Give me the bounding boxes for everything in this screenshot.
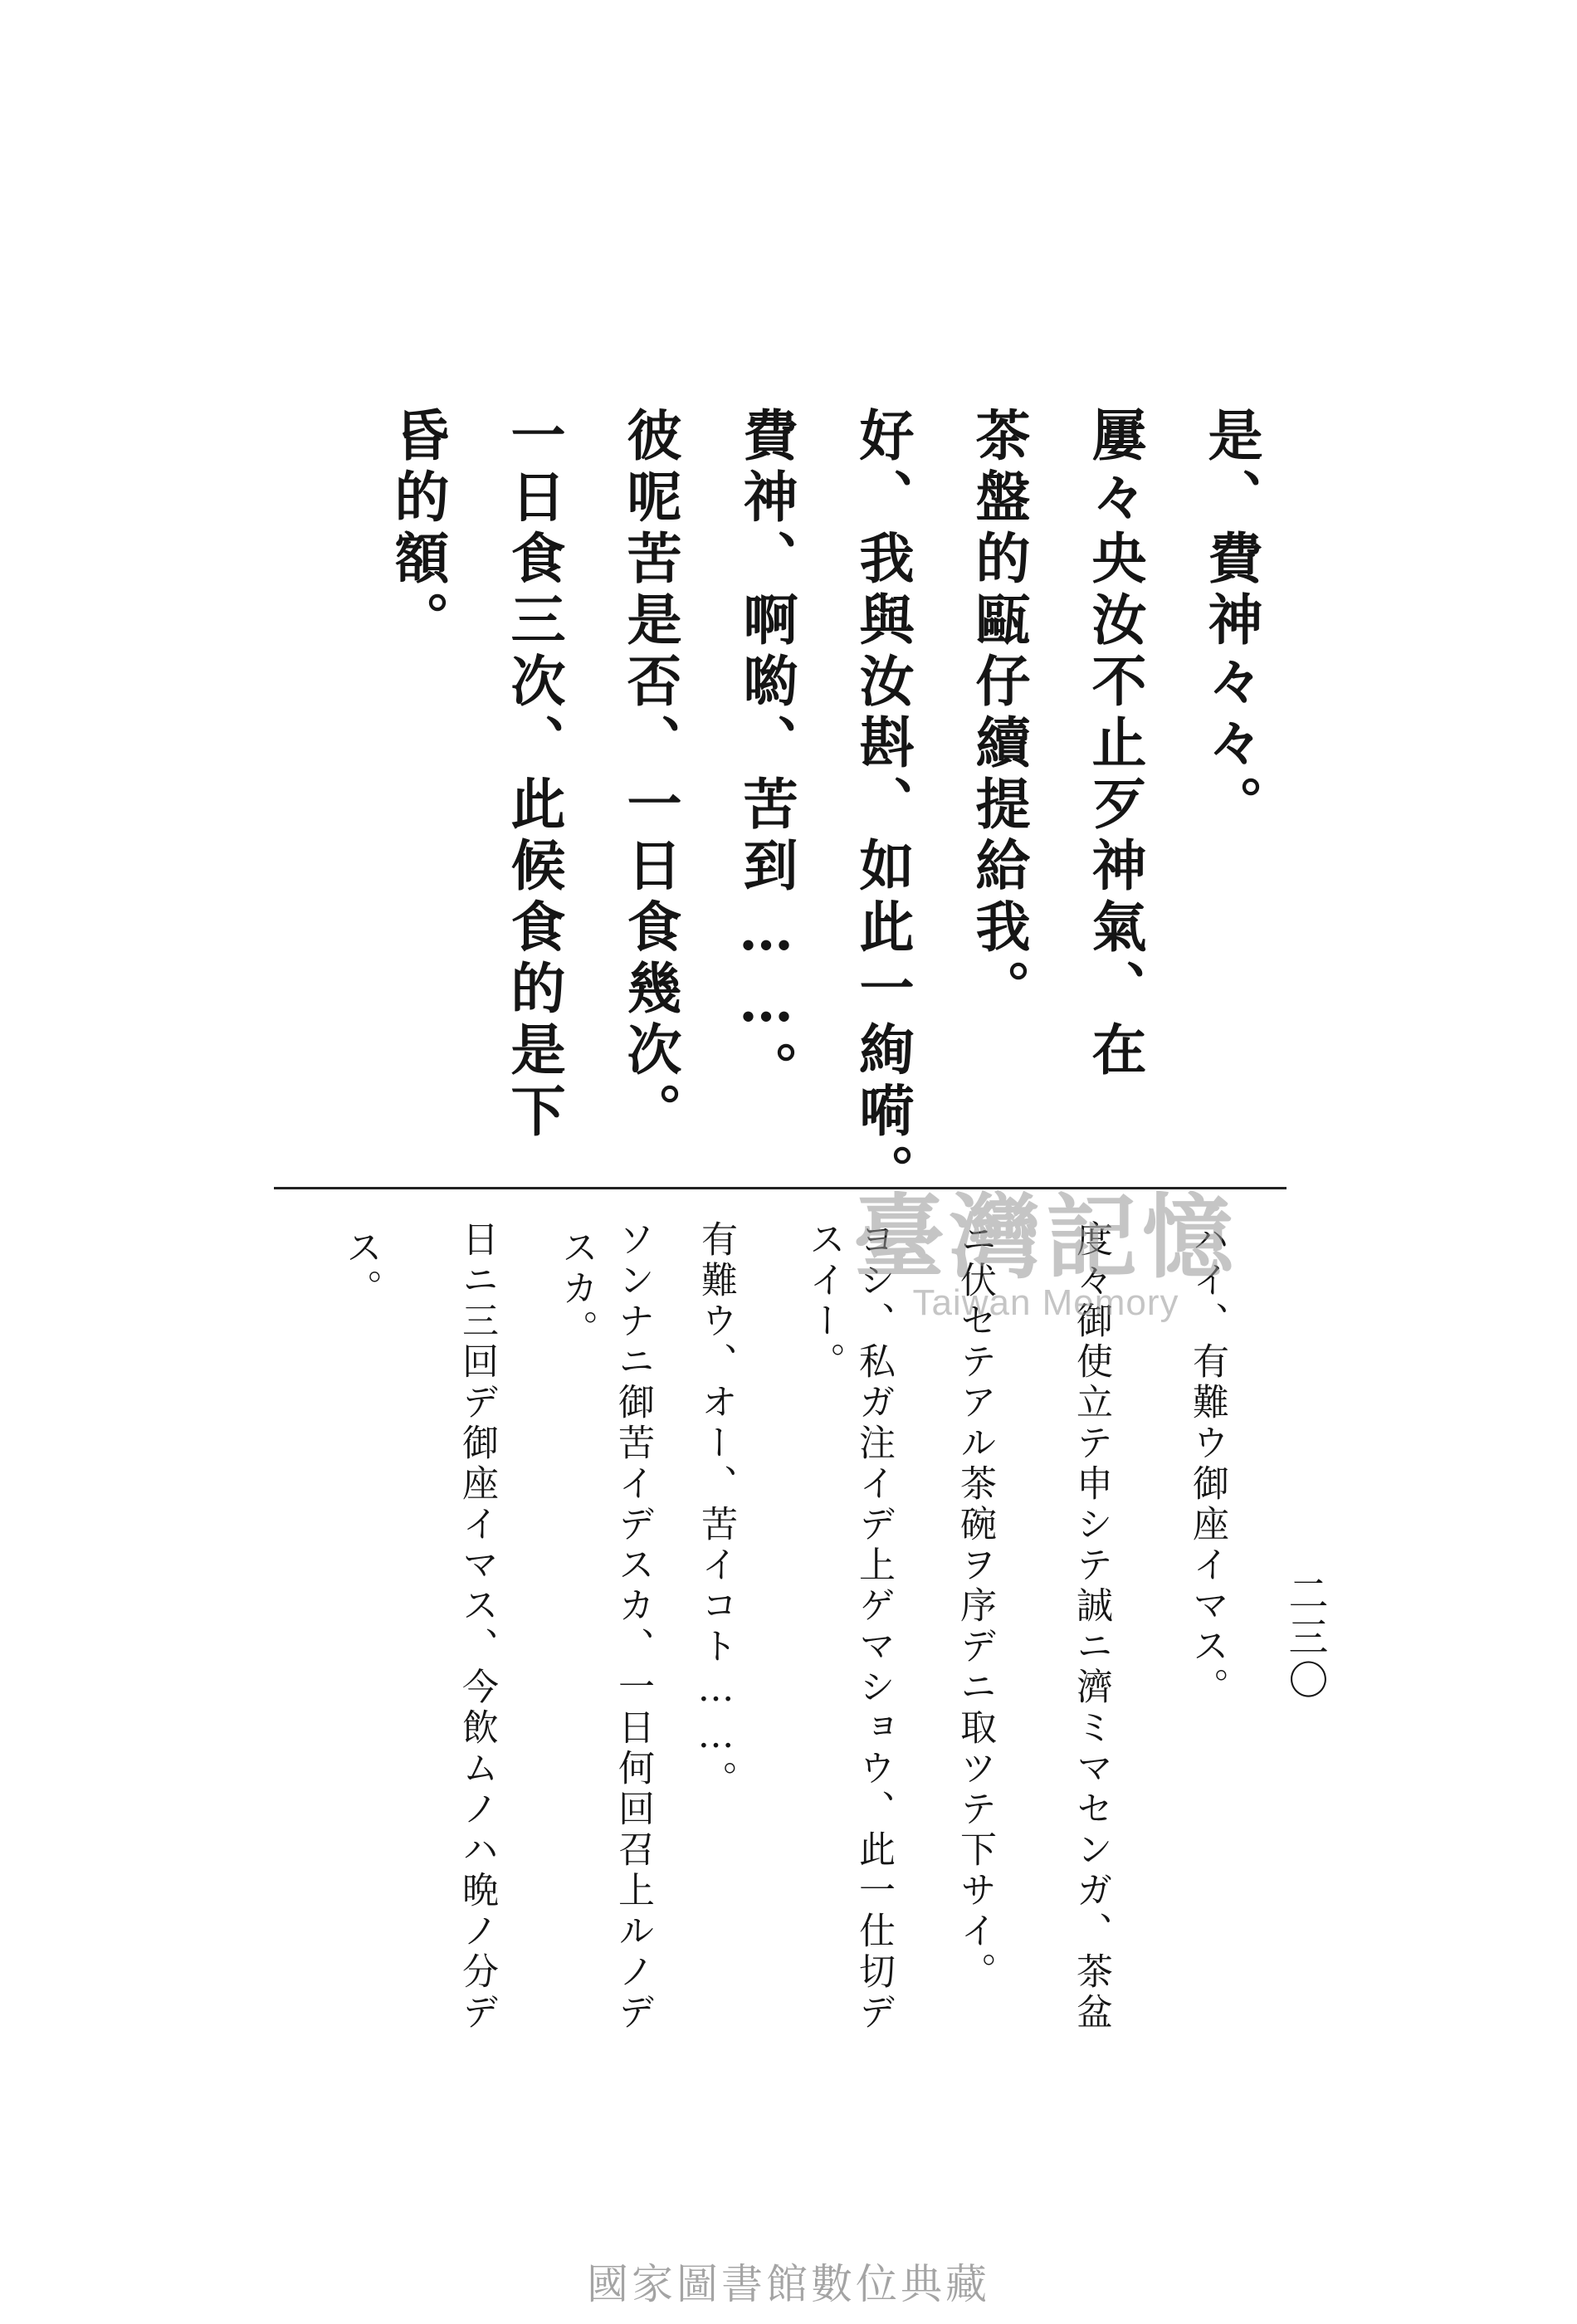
chinese-column: 一日食三次、此候食的是下 (501, 407, 566, 1144)
japanese-column: 日ニ三回デ御座イマス、今飲ムノハ晩ノ分デ (456, 1220, 498, 2034)
chinese-column: 茶盤的甌仔續提給我。 (966, 407, 1031, 1021)
footer-credit: 國家圖書館數位典藏 (587, 2260, 990, 2308)
chinese-column: 彼呢苦是否、一日食幾次。 (618, 407, 682, 1144)
chinese-column: 是、費神々々。 (1199, 407, 1263, 837)
japanese-column: 度々御使立テ申シテ誠ニ濟ミマセンガ、茶盆 (1070, 1220, 1112, 2034)
japanese-column: ス。 (339, 1228, 382, 1310)
watermark-subtitle: Taiwan Memory (912, 1282, 1179, 1323)
section-divider (274, 1187, 1286, 1189)
japanese-column: スイー。 (803, 1220, 845, 1383)
chinese-column: 昏的額。 (385, 407, 450, 652)
watermark-title: 臺灣記憶 (853, 1184, 1238, 1291)
japanese-column: ヨシ、私ガ注イデ上ゲマショウ、此一仕切デ (852, 1220, 895, 2034)
chinese-column: 屢々央汝不止歹神氣、在 (1082, 407, 1147, 1082)
japanese-column: ハイ、有難ウ御座イマス。 (1186, 1220, 1228, 1708)
chinese-column: 費神、啊喲、苦到……。 (734, 407, 798, 1102)
japanese-column: ニ伏セテアル茶碗ヲ序デニ取ツテ下サイ。 (954, 1220, 996, 1993)
japanese-column: スカ。 (555, 1228, 598, 1350)
japanese-column: 有難ウ、オー、苦イコト……。 (695, 1220, 737, 1801)
japanese-column: ソンナニ御苦イデスカ、一日何回召上ルノデ (612, 1220, 654, 2034)
page-number: 二三〇 (1282, 1573, 1328, 1702)
chinese-column: 好、我與汝斟、如此一絢嗬。 (850, 407, 915, 1205)
